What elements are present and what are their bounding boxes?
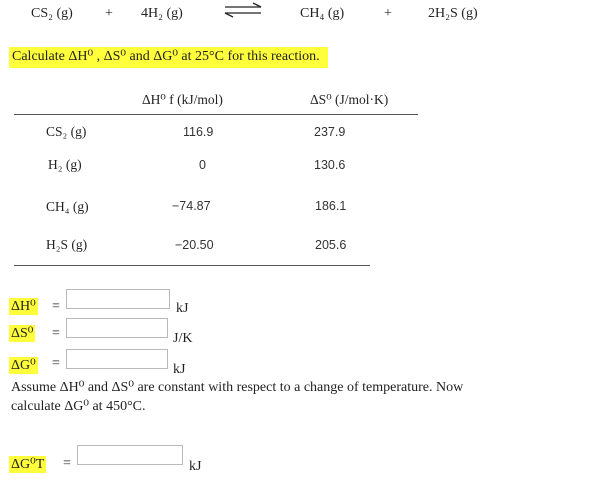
delta-h-label: ΔH⁰: [11, 299, 36, 314]
row-species: H₂ (g): [48, 157, 82, 172]
equals-sign: =: [52, 326, 60, 341]
header-entropy: ΔS⁰ (J/mol·K): [310, 92, 389, 107]
row-dhf: 116.9: [183, 125, 214, 139]
delta-s-label: ΔS⁰: [11, 326, 34, 341]
product-h2s: 2H₂S (g): [428, 6, 478, 21]
delta-h-input[interactable]: [66, 289, 170, 309]
delta-g-input[interactable]: [66, 349, 168, 369]
row-entropy: 237.9: [314, 125, 346, 139]
row-entropy: 205.6: [315, 238, 347, 252]
delta-g-t-label: ΔG⁰T: [11, 457, 45, 472]
row-entropy: 186.1: [315, 199, 347, 213]
header-enthalpy: ΔH⁰ f (kJ/mol): [142, 92, 223, 107]
plus-sign-2: +: [384, 6, 392, 21]
plus-sign-1: +: [105, 6, 113, 21]
row-species: CS₂ (g): [46, 124, 87, 139]
delta-g-t-input[interactable]: [77, 445, 183, 465]
row-dhf: −20.50: [175, 238, 214, 252]
delta-s-input[interactable]: [66, 318, 168, 338]
assume-text-line-1: Assume ΔH⁰ and ΔS⁰ are constant with respect to a change of temperature. Now: [11, 380, 464, 395]
delta-g-t-unit: kJ: [189, 459, 202, 474]
table-header-rule: [14, 114, 418, 115]
delta-g-unit: kJ: [173, 362, 186, 377]
delta-s-unit: J/K: [173, 331, 193, 346]
reactant-cs2: CS₂ (g): [31, 6, 73, 21]
equals-sign: =: [52, 299, 60, 314]
row-species: H₂S (g): [46, 237, 88, 252]
row-dhf: −74.87: [172, 199, 211, 213]
equals-sign: =: [52, 356, 60, 371]
product-ch4: CH₄ (g): [300, 6, 345, 21]
assume-text-line-2: calculate ΔG⁰ at 450°C.: [11, 399, 146, 414]
table-bottom-rule: [14, 265, 370, 266]
delta-h-unit: kJ: [176, 301, 189, 316]
equilibrium-arrow-icon: [224, 2, 262, 18]
question-prompt: Calculate ΔH⁰ , ΔS⁰ and ΔG⁰ at 25°C for this reaction.: [9, 47, 328, 68]
delta-g-label: ΔG⁰: [11, 358, 36, 373]
row-species: CH₄ (g): [46, 199, 89, 214]
row-entropy: 130.6: [314, 158, 346, 172]
reactant-h2: 4H₂ (g): [141, 6, 183, 21]
equals-sign: =: [63, 456, 71, 471]
row-dhf: 0: [199, 158, 206, 172]
